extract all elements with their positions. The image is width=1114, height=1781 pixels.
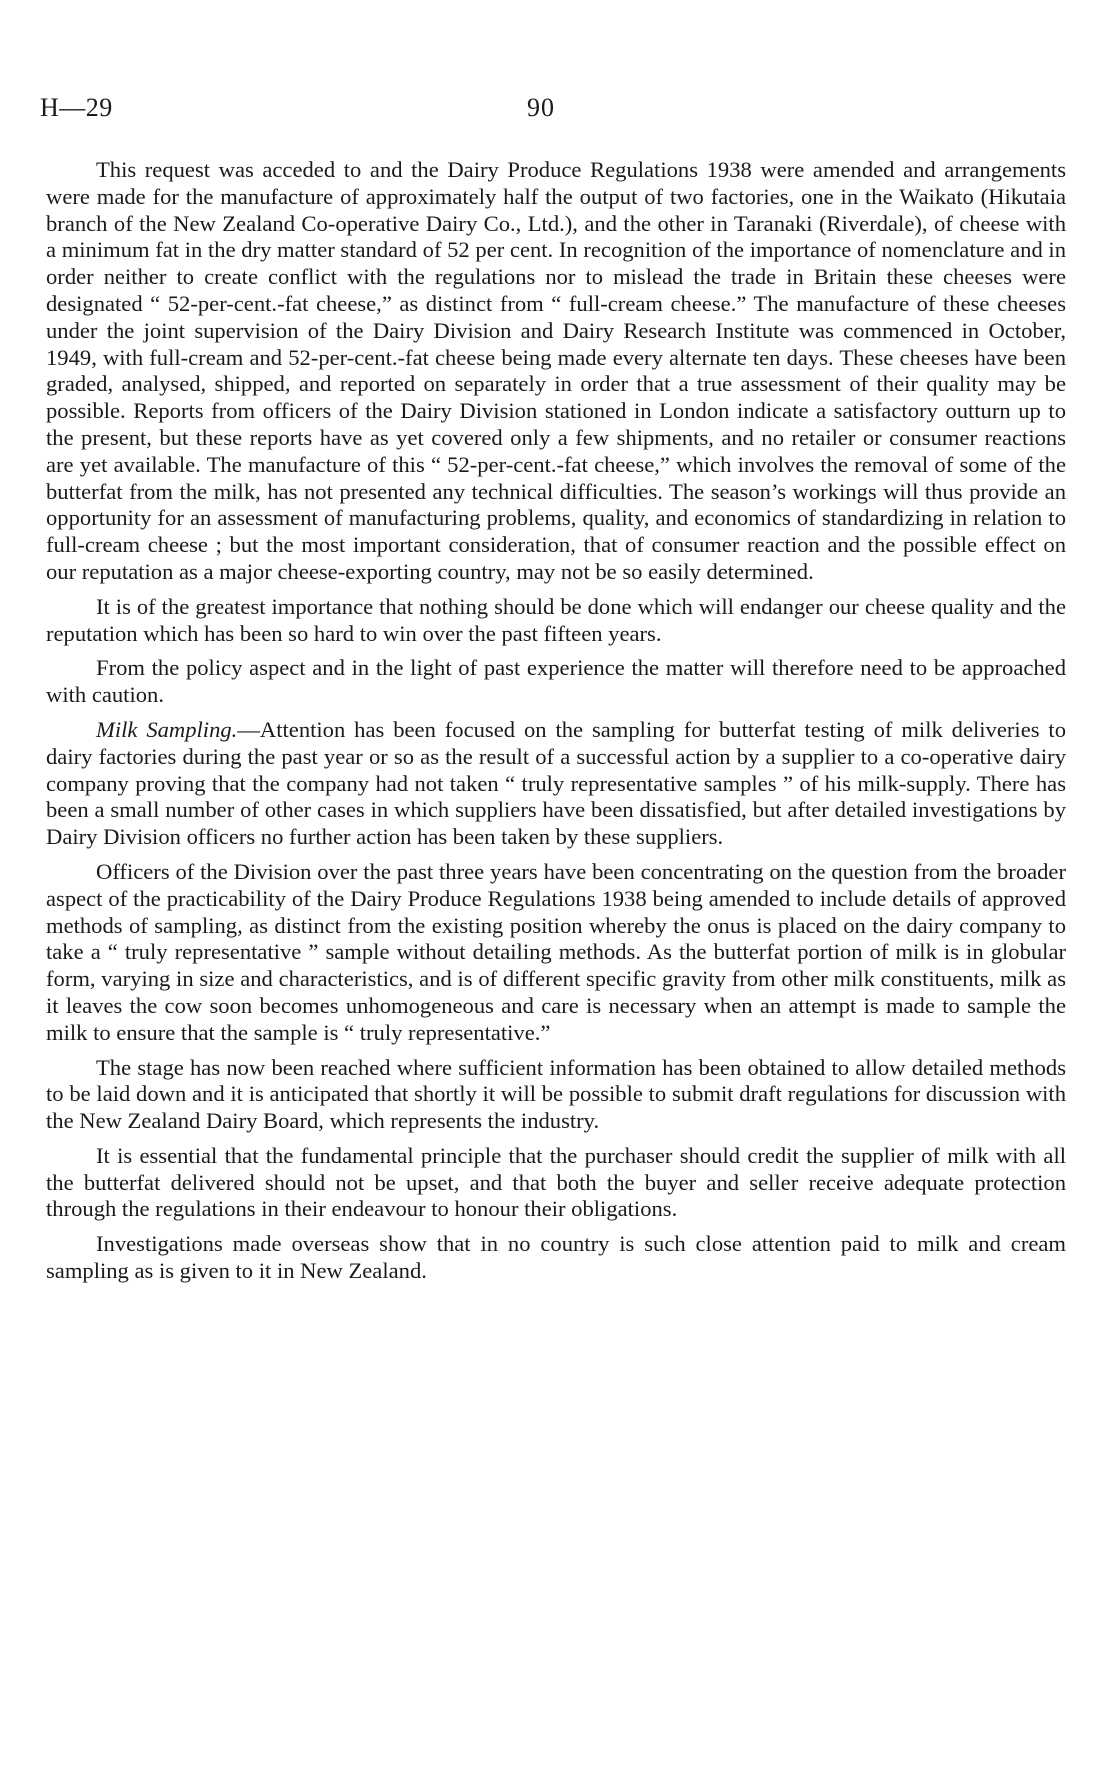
paragraph-text: This request was acceded to and the Dairy Produce Regulations 1938 were amended and arrangements were made for the manufacture of approximately half the output of two factories, one in the Waikato (Hikutaia branch of the New Zealand Co-operative Dairy Co., Ltd.), and the other in Taranaki (Riverdale), of cheese with a minimum fat in the dry matter standard of 52 per cent. In recognition of the importance of nomenclature and in order neither to create conflict with the regulations nor to mislead the trade in Britain these cheeses were designated “ 52-per-cent.-fat cheese,” as distinct from “ full-cream cheese.” The manufacture of these cheeses under the joint supervision of the Dairy Division and Dairy Research Institute was commenced in October, 1949, with full-cream and 52-per-cent.-fat cheese being made every alternate ten days. These cheeses have been graded, analysed, shipped, and reported on separately in order that a true assessment of their quality may be possible. Reports from officers of the Dairy Division stationed in London indicate a satisfactory outturn up to the present, but these reports have as yet covered only a few shipments, and no retailer or consumer reactions are yet available. The manufacture of this “ 52-per-cent.-fat cheese,” which involves the removal of some of the butterfat from the milk, has not presented any technical difficulties. The season’s workings will thus provide an opportunity for an assessment of manufacturing problems, quality, and economics of standardizing in relation to full-cream cheese ; but the most important consideration, that of consumer reaction and the possible effect on our reputation as a major cheese-exporting country, may not be so easily determined. (46, 157, 1066, 584)
body-text (46, 157, 1066, 1293)
paragraph-fundamental-principle (46, 1143, 1066, 1223)
paragraph-text: —Attention has been focused on the sampling for butterfat testing of milk deliveries to dairy factories during the past year or so as the result of a successful action by a supplier to a co-operative dairy company proving that the company had not taken “ truly representative samples ” of his milk-supply. There has been a small number of other cases in which suppliers have been dissatisfied, but after detailed investigations by Dairy Division officers no further action has been taken by these suppliers. (46, 716, 1066, 850)
paragraph-text: The stage has now been reached where sufficient information has been obtained to allow detailed methods to be laid down and it is anticipated that shortly it will be possible to submit draft regulations for discussion with the New Zealand Dairy Board, which represents the industry. (46, 1054, 1066, 1134)
page-number: 90 (527, 93, 555, 122)
paragraph-overseas-investigations (46, 1231, 1066, 1285)
section-heading-milk-sampling: Milk Sampling. (96, 716, 238, 742)
paragraph-text: It is essential that the fundamental principle that the purchaser should credit the supplier of milk with all the butterfat delivered should not be upset, and that both the buyer and seller receive adequate protection through the regulations in their endeavour to honour their obligations. (46, 1142, 1066, 1222)
paragraph-text: Investigations made overseas show that in no country is such close attention paid to milk and cream sampling as is given to it in New Zealand. (46, 1231, 1066, 1284)
paragraph-text: It is of the greatest importance that nothing should be done which will endanger our cheese quality and the reputation which has been so hard to win over the past fifteen years. (46, 593, 1066, 646)
paragraph-draft-regulations (46, 1055, 1066, 1135)
paragraph-policy-caution (46, 655, 1066, 709)
paragraph-text: Officers of the Division over the past three years have been concentrating on the question from the broader aspect of the practicability of the Dairy Produce Regulations 1938 being amended to include details of approved methods of sampling, as distinct from the existing position whereby the onus is placed on the dairy company to take a “ truly representative ” sample without detailing methods. As the butterfat portion of milk is in globular form, varying in size and characteristics, and is of different specific gravity from other milk constituents, milk as it leaves the cow soon becomes unhomogeneous and care is necessary when an attempt is made to sample the milk to ensure that the sample is “ truly representative.” (46, 858, 1066, 1045)
paragraph-cheese-quality (46, 594, 1066, 648)
paragraph-cheese-regulations (46, 157, 1066, 586)
document-reference: H—29 (40, 93, 113, 122)
paragraph-text: From the policy aspect and in the light of past experience the matter will therefore need to be approached with caution. (46, 655, 1066, 708)
paragraph-sampling-methods (46, 859, 1066, 1047)
paragraph-milk-sampling (46, 717, 1066, 851)
